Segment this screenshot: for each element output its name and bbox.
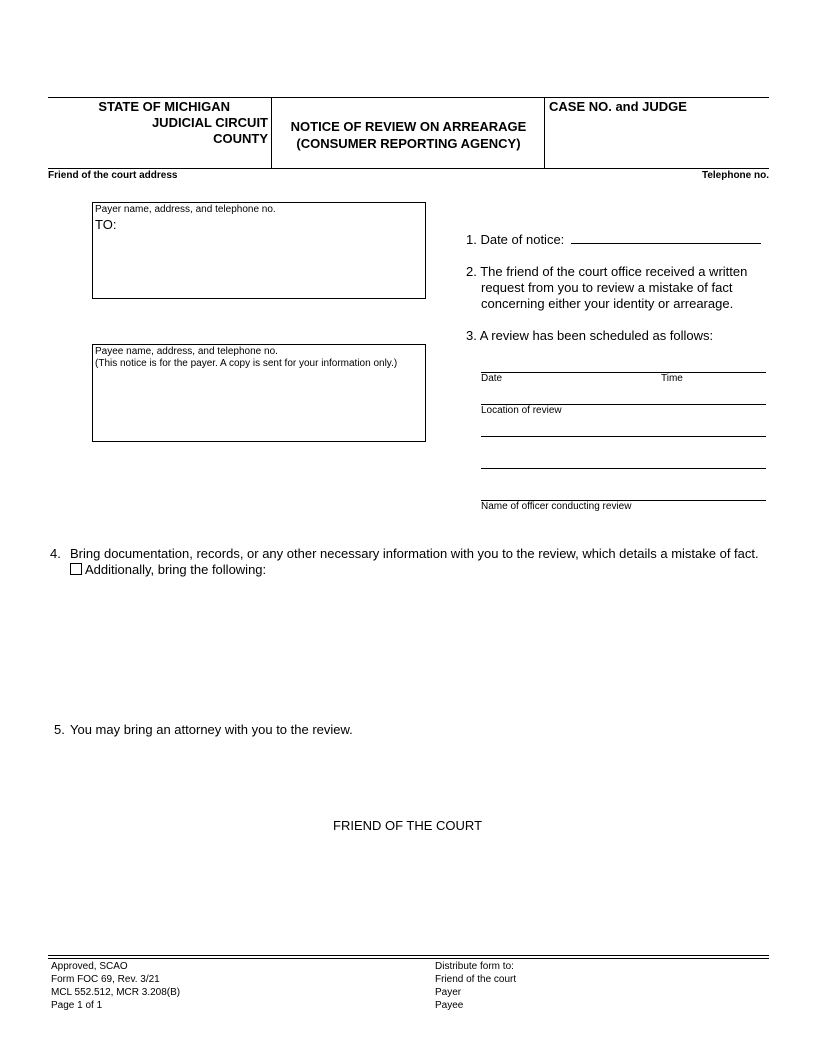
item-4-number: 4.: [50, 546, 61, 561]
payer-to-label: TO:: [95, 217, 117, 232]
item-4-additional: [70, 562, 266, 578]
foc-address-label: Friend of the court address: [48, 170, 178, 181]
additional-items-checkbox[interactable]: [70, 563, 82, 575]
county-name: COUNTY: [213, 131, 268, 146]
state-name: STATE OF MICHIGAN: [98, 99, 230, 114]
officer-label: Name of officer conducting review: [481, 501, 632, 512]
payer-box-label: Payer name, address, and telephone no.: [95, 204, 276, 215]
footer-left: [51, 960, 180, 1012]
item-4-text: Bring documentation, records, or any other necessary information with you to the review, which details a mistake of fact.: [70, 546, 759, 561]
payee-box[interactable]: [92, 344, 426, 442]
header-top-rule: [48, 97, 769, 98]
footer-approved: Approved, SCAO: [51, 961, 128, 972]
item-2-line1: 2. The friend of the court office received a written: [466, 264, 748, 279]
date-time-field[interactable]: [481, 372, 766, 373]
distribute-item: Payer: [435, 987, 462, 998]
item-2-line2: request from you to review a mistake of fact: [481, 280, 733, 295]
location-line-2[interactable]: [481, 436, 766, 437]
footer-rule-1: [48, 955, 769, 956]
distribute-item: Payee: [435, 1000, 464, 1011]
court-identification: [48, 99, 268, 149]
friend-of-court-signature: FRIEND OF THE COURT: [333, 818, 483, 833]
distribute-item: Friend of the court: [435, 974, 517, 985]
item-5-number: 5.: [54, 722, 65, 737]
location-line-3[interactable]: [481, 468, 766, 469]
date-of-notice-field[interactable]: [571, 243, 761, 244]
payee-box-label: Payee name, address, and telephone no.: [95, 346, 278, 357]
time-label: Time: [661, 373, 683, 384]
item-5-text: You may bring an attorney with you to the review.: [70, 722, 353, 737]
item-2: [466, 264, 747, 312]
circuit-name: JUDICIAL CIRCUIT: [151, 115, 268, 130]
date-label: Date: [481, 373, 503, 384]
form-title: [272, 118, 545, 152]
distribute-heading: Distribute form to:: [435, 961, 514, 972]
form-title-line1: NOTICE OF REVIEW ON ARREARAGE: [290, 119, 527, 134]
additional-items-label: Additionally, bring the following:: [85, 562, 267, 577]
item-1-date-of-notice: 1. Date of notice:: [466, 232, 565, 247]
form-title-line2: (CONSUMER REPORTING AGENCY): [296, 136, 521, 151]
telephone-label: Telephone no.: [701, 170, 769, 181]
location-label: Location of review: [481, 405, 562, 416]
footer-rule-2: [48, 958, 769, 959]
case-number-label: CASE NO. and JUDGE: [549, 99, 687, 114]
footer-mcl: MCL 552.512, MCR 3.208(B): [51, 987, 181, 998]
footer-page: Page 1 of 1: [51, 1000, 103, 1011]
footer-distribution: [435, 960, 516, 1012]
item-3: 3. A review has been scheduled as follows:: [466, 328, 714, 343]
footer-form: Form FOC 69, Rev. 3/21: [51, 974, 160, 985]
header-bottom-rule: [48, 168, 769, 169]
payer-box[interactable]: [92, 202, 426, 299]
payee-box-note: (This notice is for the payer. A copy is sent for your information only.): [95, 358, 398, 369]
item-2-line3: concerning either your identity or arrearage.: [481, 296, 734, 311]
